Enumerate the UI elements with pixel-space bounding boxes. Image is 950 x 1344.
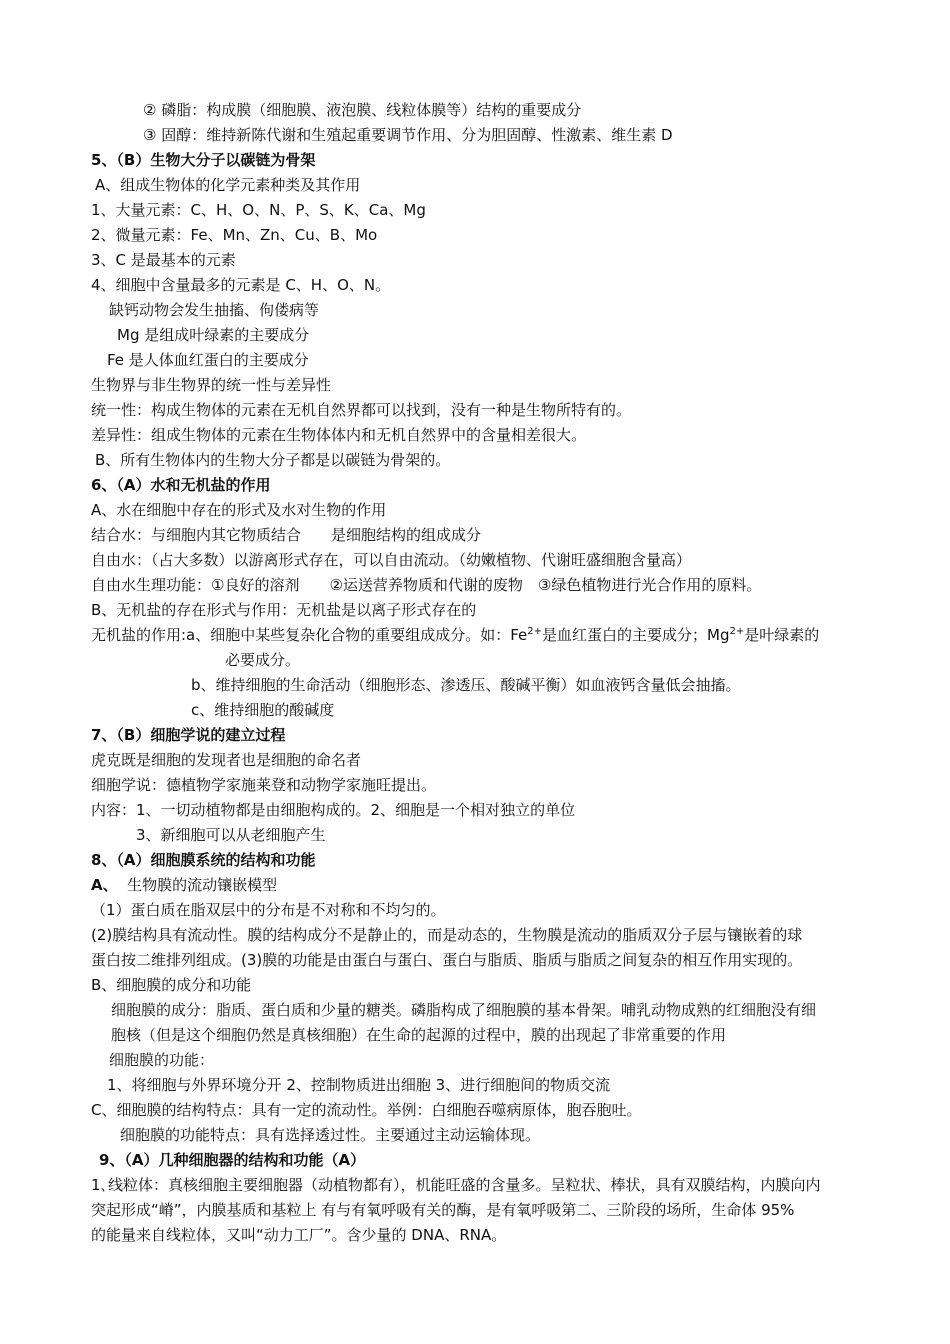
section-heading-9: 9、（A）几种细胞器的结构和功能（A） [99,1151,366,1169]
text-line: 细胞膜的成分：脂质、蛋白质和少量的糖类。磷脂构成了细胞膜的基本骨架。哺乳动物成熟的红细胞没有细 [111,1001,817,1019]
text-line: 内容：1、一切动植物都是由细胞构成的。2、细胞是一个相对独立的单位 [91,801,576,819]
text-line: b、维持细胞的生命活动（细胞形态、渗透压、酸碱平衡）如血液钙含量低会抽搐。 [191,676,741,694]
text-line: 自由水生理功能：①良好的溶剂 ②运送营养物质和代谢的废物 ③绿色植物进行光合作用的原料。 [91,576,762,594]
text-line: 3、新细胞可以从老细胞产生 [136,826,326,844]
text-line: Mg 是组成叶绿素的主要成分 [117,326,310,344]
text-line: 统一性：构成生物体的元素在无机自然界都可以找到，没有一种是生物所特有的。 [91,401,632,419]
text-line: A、组成生物体的化学元素种类及其作用 [95,176,361,194]
text-run: 是叶绿素的 [744,626,820,644]
list-label: A、 [91,876,118,894]
text-line: B、细胞膜的成分和功能 [91,976,252,994]
text-line: C、细胞膜的结构特点：具有一定的流动性。举例：白细胞吞噬病原体，胞吞胞吐。 [91,1101,642,1119]
text-line: 生物界与非生物界的统一性与差异性 [91,376,332,394]
text-line: 必要成分。 [225,651,301,669]
text-line: 4、细胞中含量最多的元素是 C、H、O、N。 [91,276,391,294]
text-line: Fe 是人体血红蛋白的主要成分 [107,351,309,369]
text-line: B、无机盐的存在形式与作用：无机盐是以离子形式存在的 [91,601,477,619]
text-line: 虎克既是细胞的发现者也是细胞的命名者 [91,751,362,769]
section-heading-8: 8、（A）细胞膜系统的结构和功能 [91,851,316,869]
text-line [91,623,819,647]
text-line: B、所有生物体内的生物大分子都是以碳链为骨架的。 [95,451,451,469]
text-line: c、维持细胞的酸碱度 [191,701,335,719]
text-line: 3、C 是最基本的元素 [91,251,236,269]
text-line: 细胞膜的功能特点：具有选择透过性。主要通过主动运输体现。 [120,1126,541,1144]
superscript-charge: 2+ [527,626,543,637]
text-line: 细胞学说：德植物学家施莱登和动物学家施旺提出。 [91,776,437,794]
text-line: 1、将细胞与外界环境分开 2、控制物质进出细胞 3、进行细胞间的物质交流 [107,1076,611,1094]
text-line: 突起形成“嵴”，内膜基质和基粒上 有与有氧呼吸有关的酶，是有氧呼吸第二、三阶段的场所，生命体 95% [91,1201,795,1219]
text-line: 1､线粒体：真核细胞主要细胞器（动植物都有），机能旺盛的含量多。呈粒状、棒状，具有双膜结构，内膜向内 [91,1176,821,1194]
text-line: 缺钙动物会发生抽搐、佝偻病等 [109,301,320,319]
text-line: (2)膜结构具有流动性。膜的结构成分不是静止的，而是动态的，生物膜是流动的脂质双分子层与镶嵌着的球 [91,926,803,944]
text-line: 自由水：（占大多数）以游离形式存在，可以自由流动。（幼嫩植物、代谢旺盛细胞含量高） [91,551,692,569]
superscript-charge: 2+ [729,626,745,637]
text-line: ③ 固醇：维持新陈代谢和生殖起重要调节作用、分为胆固醇、性激素、维生素 D [143,126,673,144]
text-line: 蛋白按二维排列组成。(3)膜的功能是由蛋白与蛋白、蛋白与脂质、脂质与脂质之间复杂的相互作用实现的。 [91,951,803,969]
text-line: 结合水：与细胞内其它物质结合 是细胞结构的组成成分 [91,526,482,544]
text-line: 2、微量元素：Fe、Mn、Zn、Cu、B、Mo [91,226,378,244]
text-line: （1）蛋白质在脂双层中的分布是不对称和不均匀的。 [91,901,446,919]
text-run: 是血红蛋白的主要成分；Mg [542,626,730,644]
text-line: 差异性：组成生物体的元素在生物体体内和无机自然界中的含量相差很大。 [91,426,587,444]
text-line: A、水在细胞中存在的形式及水对生物的作用 [91,501,387,519]
section-heading-7: 7、（B）细胞学说的建立过程 [91,726,286,744]
text-line: 的能量来自线粒体，又叫“动力工厂”。含少量的 DNA、RNA。 [91,1226,507,1244]
text-line [91,873,277,897]
text-line: 1、大量元素：C、H、O、N、P、S、K、Ca、Mg [91,201,426,219]
text-line: ② 磷脂：构成膜（细胞膜、液泡膜、线粒体膜等）结构的重要成分 [143,101,582,119]
text-run: 无机盐的作用:a、细胞中某些复杂化合物的重要组成成分。如：Fe [91,626,528,644]
section-heading-5: 5、（B）生物大分子以碳链为骨架 [91,151,316,169]
text-line: 细胞膜的功能： [109,1051,215,1069]
text-run: 生物膜的流动镶嵌模型 [127,876,278,894]
section-heading-6: 6、（A）水和无机盐的作用 [91,476,271,494]
text-line: 胞核（但是这个细胞仍然是真核细胞）在生命的起源的过程中，膜的出现起了非常重要的作用 [111,1026,727,1044]
